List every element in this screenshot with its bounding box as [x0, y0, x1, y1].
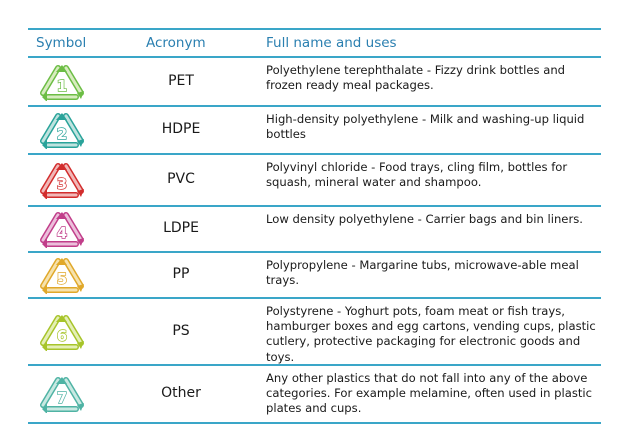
recycling-triangle-icon — [36, 210, 88, 248]
acronym-cell: PP — [172, 266, 190, 282]
plastics-table — [28, 28, 601, 424]
resin-code-number: 7 — [56, 389, 68, 407]
description-cell: Low density polyethylene - Carrier bags and bin liners. — [266, 212, 583, 226]
table-row — [28, 107, 601, 155]
table-row — [28, 207, 601, 253]
table-row — [28, 155, 601, 207]
description-cell: High-density polyethylene - Milk and washing-up liquid bottles — [266, 112, 585, 142]
recycling-triangle-icon — [36, 63, 88, 101]
recycling-triangle-icon — [36, 313, 88, 351]
description-cell: Polyvinyl chloride - Food trays, cling film, bottles for squash, mineral water and shampoo. — [266, 160, 568, 190]
recycling-triangle-icon — [36, 256, 88, 294]
resin-code-number: 1 — [56, 76, 68, 95]
table-row — [28, 58, 601, 107]
acronym-cell: PET — [168, 72, 194, 89]
recycling-triangle-icon — [36, 161, 88, 199]
acronym-cell: Other — [161, 385, 201, 401]
resin-code-number: 3 — [56, 175, 68, 193]
description-cell: Polystyrene - Yoghurt pots, foam meat or fish trays, hamburger boxes and egg cartons, vending cups, plastic cutlery, protective packaging for electronic goods and toys. — [266, 304, 596, 364]
resin-code-number: 6 — [56, 326, 68, 345]
resin-code-number: 2 — [56, 125, 68, 143]
acronym-cell: LDPE — [163, 220, 199, 236]
recycling-triangle-icon — [36, 111, 88, 149]
table-row — [28, 253, 601, 299]
header-symbol: Symbol — [36, 35, 87, 51]
header-full-name: Full name and uses — [266, 35, 397, 51]
table-row — [28, 299, 601, 366]
resin-code-number: 4 — [56, 224, 68, 242]
header-acronym: Acronym — [146, 35, 206, 51]
description-cell: Any other plastics that do not fall into any of the above categories. For example melamine, often used in plastic plates and cups. — [266, 371, 593, 416]
acronym-cell: HDPE — [161, 121, 201, 137]
description-cell: Polypropylene - Margarine tubs, microwave-able meal trays. — [266, 258, 579, 288]
resin-code-number: 5 — [56, 270, 68, 288]
acronym-cell: PVC — [167, 171, 195, 187]
description-cell: Polyethylene terephthalate - Fizzy drink bottles and frozen ready meal packages. — [266, 63, 566, 93]
acronym-cell: PS — [172, 322, 190, 339]
table-header — [28, 28, 601, 58]
recycling-triangle-icon — [36, 375, 88, 413]
table-row — [28, 366, 601, 424]
